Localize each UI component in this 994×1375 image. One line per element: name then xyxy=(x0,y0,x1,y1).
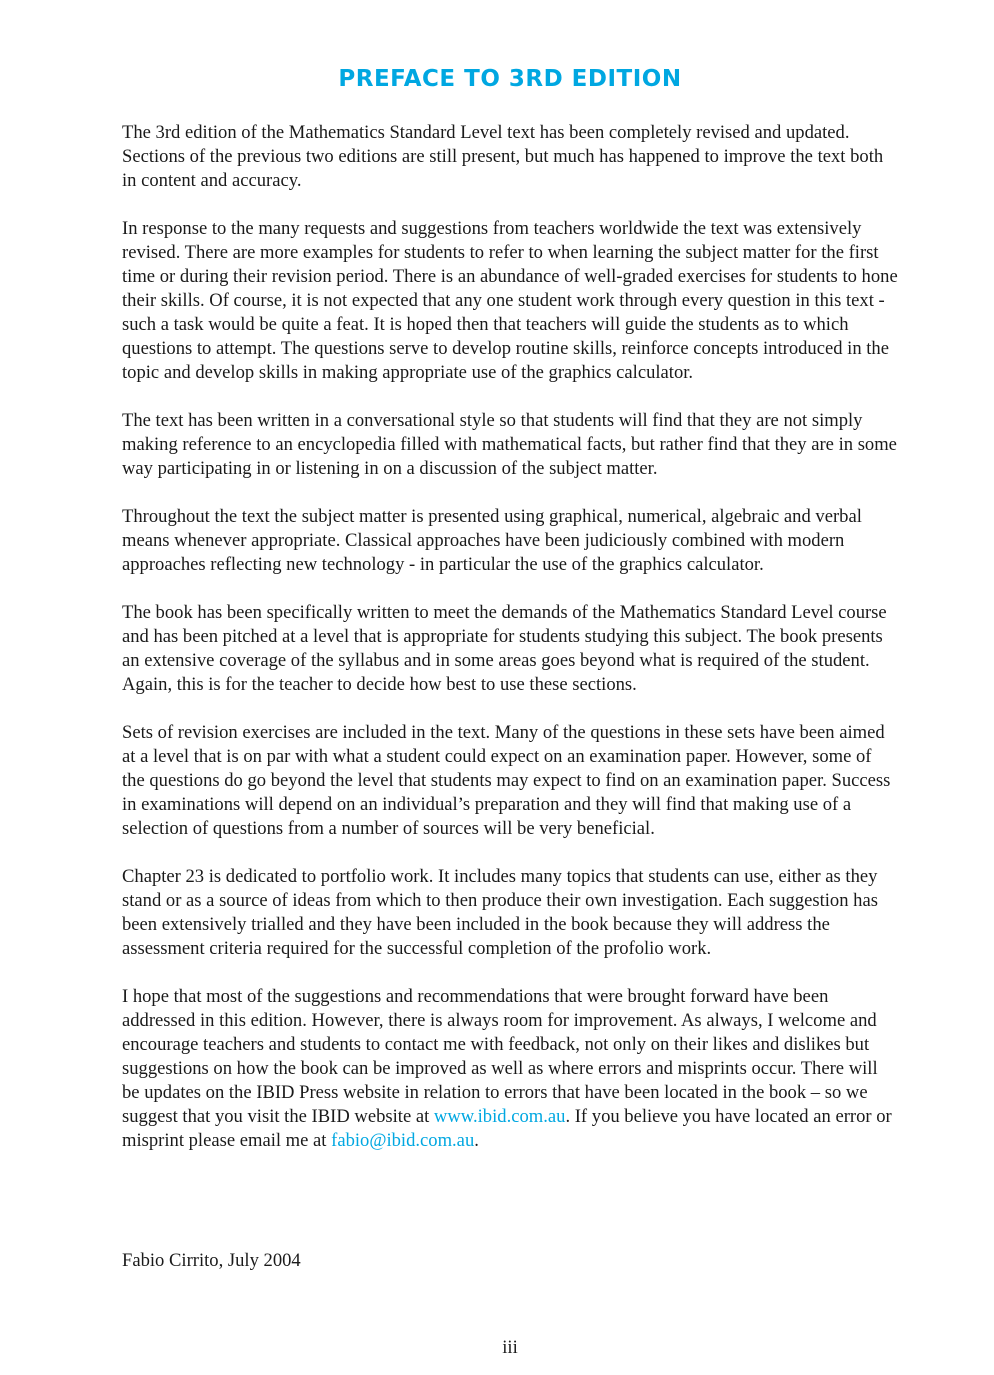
preface-body xyxy=(122,121,898,1177)
website-link[interactable]: www.ibid.com.au xyxy=(433,1106,566,1127)
paragraph-1: The 3rd edition of the Mathematics Standard Level text has been completely revised and updated. Sections of the previous two editions are still present, but much has happened to improve the text both in content and accuracy. xyxy=(122,122,884,191)
paragraph-5: The book has been specifically written to meet the demands of the Mathematics Standard Level course and has been pitched at a level that is appropriate for students studying this subject. The book presents an extensive coverage of the syllabus and in some areas goes beyond what is required of the student. Again, this is for the teacher to decide how best to use these sections. xyxy=(122,602,887,695)
paragraph-7: Chapter 23 is dedicated to portfolio work. It includes many topics that students can use, either as they stand or as a source of ideas from which to then produce their own investigation. Each suggestion has been extensively trialled and they have been included in the book because they will address the assessment criteria required for the successful completion of the profolio work. xyxy=(122,866,878,959)
paragraph-2: In response to the many requests and suggestions from teachers worldwide the text was extensively revised. There are more examples for students to refer to when learning the subject matter for the first time or during their revision period. There is an abundance of well-graded exercises for students to hone their skills. Of course, it is not expected that any one student work through every question in this text - such a task would be quite a feat. It is hoped then that teachers will guide the students as to which questions to attempt. The questions serve to develop routine skills, reinforce concepts introduced in the topic and develop skills in making appropriate use of the graphics calculator. xyxy=(122,218,898,383)
email-link[interactable]: fabio@ibid.com.au xyxy=(331,1130,475,1151)
paragraph-3: The text has been written in a conversational style so that students will find that they are not simply making reference to an encyclopedia filled with mathematical facts, but rather find that they are in some way participating in or listening in on a discussion of the subject matter. xyxy=(122,410,897,479)
paragraph-8-text-start: I hope that most of the suggestions and recommendations that were brought forward have been addressed in this edition. However, there is always room for improvement. As always, I welcome and encourage teachers and students to contact me with feedback, not only on their likes and dislikes but suggestions on how the book can be improved as well as where errors and misprints occur. There will be updates on the IBID Press website in relation to errors that have been located in the book – so we suggest that you visit the IBID website at xyxy=(122,986,878,1127)
paragraph-8-text-middle: . If you believe you have located an error or misprint please email me at xyxy=(122,1106,892,1151)
paragraph-8-text-end: . xyxy=(474,1130,479,1151)
author-signature: Fabio Cirrito, July 2004 xyxy=(122,1250,301,1271)
page-number: iii xyxy=(502,1337,518,1358)
paragraph-8 xyxy=(122,985,898,1153)
paragraph-6: Sets of revision exercises are included in the text. Many of the questions in these sets have been aimed at a level that is on par with what a student could expect on an examination paper. However, some of the questions do go beyond the level that students may expect to find on an examination paper. Success in examinations will depend on an individual’s preparation and they will find that making use of a selection of questions from a number of sources will be very beneficial. xyxy=(122,722,891,839)
page-title: PREFACE TO 3RD EDITION xyxy=(338,66,682,92)
paragraph-4: Throughout the text the subject matter is presented using graphical, numerical, algebraic and verbal means whenever appropriate. Classical approaches have been judiciously combined with modern approaches reflecting new technology - in particular the use of the graphics calculator. xyxy=(122,506,862,575)
